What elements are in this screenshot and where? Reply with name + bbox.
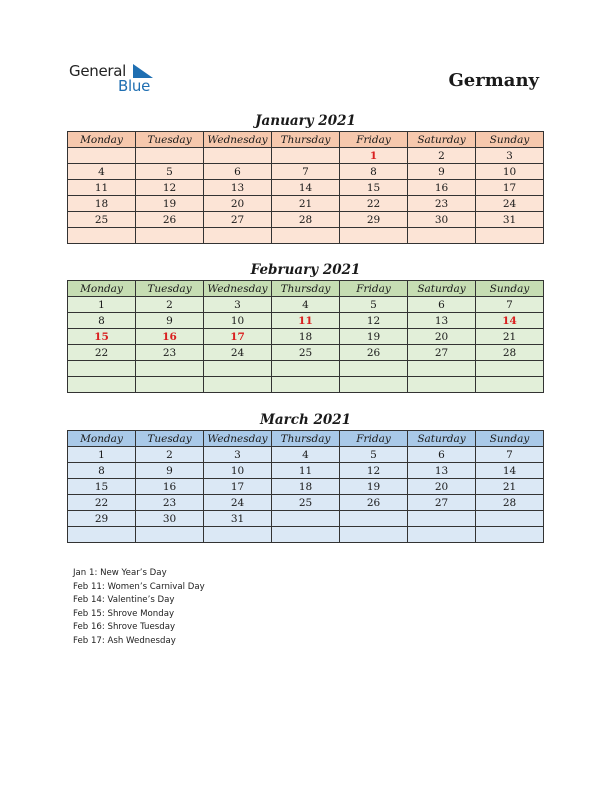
day-cell: 20 [204, 196, 272, 212]
week-row [68, 180, 544, 196]
day-cell [68, 361, 136, 377]
day-cell [204, 228, 272, 244]
day-cell: 25 [272, 495, 340, 511]
calendar-grid [67, 280, 544, 393]
day-cell: 13 [408, 313, 476, 329]
month-title: February 2021 [250, 262, 361, 278]
day-cell [272, 511, 340, 527]
day-cell: 16 [136, 479, 204, 495]
weekday-header: Thursday [272, 132, 340, 148]
weekday-header: Sunday [476, 132, 544, 148]
logo-triangle-icon [133, 64, 153, 78]
day-cell: 7 [476, 297, 544, 313]
day-cell [476, 527, 544, 543]
day-cell: 27 [204, 212, 272, 228]
day-cell [340, 228, 408, 244]
calendar-grid [67, 131, 544, 244]
day-cell: 26 [340, 495, 408, 511]
day-cell: 3 [476, 148, 544, 164]
day-cell: 14 [272, 180, 340, 196]
day-cell [476, 511, 544, 527]
day-cell: 28 [272, 212, 340, 228]
calendar-grid [67, 430, 544, 543]
day-cell: 11 [68, 180, 136, 196]
day-cell [408, 377, 476, 393]
day-cell [408, 361, 476, 377]
day-cell [272, 527, 340, 543]
week-row [68, 447, 544, 463]
month-january [67, 111, 544, 244]
day-cell: 27 [408, 495, 476, 511]
weekday-header: Tuesday [136, 281, 204, 297]
day-cell: 6 [408, 297, 476, 313]
day-cell [204, 361, 272, 377]
day-cell: 1 [68, 447, 136, 463]
day-cell [272, 377, 340, 393]
day-cell: 17 [204, 329, 272, 345]
holiday-notes [73, 567, 205, 649]
day-cell: 3 [204, 447, 272, 463]
day-cell: 21 [272, 196, 340, 212]
day-cell: 23 [136, 345, 204, 361]
day-cell: 21 [476, 479, 544, 495]
day-cell: 4 [68, 164, 136, 180]
day-cell: 18 [272, 479, 340, 495]
day-cell [136, 361, 204, 377]
day-cell: 20 [408, 329, 476, 345]
weekday-header: Saturday [408, 132, 476, 148]
day-cell: 2 [136, 297, 204, 313]
day-cell: 26 [340, 345, 408, 361]
day-cell: 3 [204, 297, 272, 313]
day-cell [272, 228, 340, 244]
day-cell: 19 [136, 196, 204, 212]
day-cell: 24 [204, 495, 272, 511]
day-cell [476, 228, 544, 244]
week-row [68, 361, 544, 377]
month-march [67, 410, 544, 543]
holiday-note: Feb 15: Shrove Monday [73, 608, 175, 619]
day-cell [68, 228, 136, 244]
day-cell [204, 377, 272, 393]
day-cell: 18 [272, 329, 340, 345]
day-cell: 6 [204, 164, 272, 180]
day-cell [204, 527, 272, 543]
day-cell: 17 [476, 180, 544, 196]
week-row [68, 148, 544, 164]
day-cell: 6 [408, 447, 476, 463]
weekday-header: Monday [68, 132, 136, 148]
weekday-header: Tuesday [136, 431, 204, 447]
week-row [68, 164, 544, 180]
week-row [68, 297, 544, 313]
day-cell: 25 [272, 345, 340, 361]
week-row [68, 212, 544, 228]
day-cell: 9 [408, 164, 476, 180]
day-cell: 24 [476, 196, 544, 212]
weekday-header: Friday [340, 431, 408, 447]
day-cell [136, 527, 204, 543]
day-cell: 29 [340, 212, 408, 228]
weekday-header: Wednesday [204, 431, 272, 447]
month-title: January 2021 [255, 113, 356, 129]
day-cell: 13 [408, 463, 476, 479]
day-cell: 12 [136, 180, 204, 196]
weekday-header-row [68, 132, 544, 148]
generalblue-logo [69, 60, 169, 96]
day-cell [340, 527, 408, 543]
weekday-header: Saturday [408, 281, 476, 297]
day-cell: 12 [340, 313, 408, 329]
country-title: Germany [448, 70, 539, 91]
day-cell: 10 [204, 463, 272, 479]
holiday-note: Feb 17: Ash Wednesday [73, 635, 176, 646]
day-cell: 20 [408, 479, 476, 495]
weekday-header: Friday [340, 132, 408, 148]
day-cell: 5 [136, 164, 204, 180]
month-february [67, 260, 544, 393]
day-cell: 23 [408, 196, 476, 212]
week-row [68, 377, 544, 393]
day-cell: 16 [136, 329, 204, 345]
day-cell: 21 [476, 329, 544, 345]
day-cell: 30 [408, 212, 476, 228]
day-cell: 11 [272, 463, 340, 479]
day-cell [272, 361, 340, 377]
day-cell: 13 [204, 180, 272, 196]
week-row [68, 196, 544, 212]
day-cell: 26 [136, 212, 204, 228]
day-cell: 2 [136, 447, 204, 463]
week-row [68, 228, 544, 244]
logo-text-blue: Blue [118, 77, 150, 95]
day-cell: 9 [136, 463, 204, 479]
day-cell: 29 [68, 511, 136, 527]
day-cell: 27 [408, 345, 476, 361]
weekday-header: Sunday [476, 431, 544, 447]
weekday-header: Thursday [272, 431, 340, 447]
day-cell: 24 [204, 345, 272, 361]
day-cell: 22 [68, 345, 136, 361]
day-cell [408, 511, 476, 527]
holiday-note: Feb 14: Valentine’s Day [73, 595, 175, 606]
day-cell [340, 361, 408, 377]
day-cell: 7 [272, 164, 340, 180]
weekday-header: Monday [68, 281, 136, 297]
day-cell: 14 [476, 463, 544, 479]
day-cell: 23 [136, 495, 204, 511]
day-cell [272, 148, 340, 164]
week-row [68, 463, 544, 479]
weekday-header: Monday [68, 431, 136, 447]
week-row [68, 329, 544, 345]
day-cell [476, 377, 544, 393]
day-cell [136, 228, 204, 244]
day-cell: 9 [136, 313, 204, 329]
day-cell: 8 [68, 313, 136, 329]
day-cell: 12 [340, 463, 408, 479]
week-row [68, 345, 544, 361]
weekday-header-row [68, 281, 544, 297]
weekday-header: Sunday [476, 281, 544, 297]
weekday-header: Saturday [408, 431, 476, 447]
day-cell [408, 228, 476, 244]
day-cell [340, 511, 408, 527]
day-cell [68, 377, 136, 393]
day-cell: 4 [272, 447, 340, 463]
day-cell: 2 [408, 148, 476, 164]
day-cell: 28 [476, 495, 544, 511]
weekday-header: Friday [340, 281, 408, 297]
weekday-header: Wednesday [204, 281, 272, 297]
weekday-header: Tuesday [136, 132, 204, 148]
day-cell [136, 148, 204, 164]
week-row [68, 313, 544, 329]
day-cell: 10 [476, 164, 544, 180]
day-cell: 1 [340, 148, 408, 164]
day-cell: 15 [340, 180, 408, 196]
day-cell: 17 [204, 479, 272, 495]
weekday-header: Wednesday [204, 132, 272, 148]
week-row [68, 527, 544, 543]
day-cell: 16 [408, 180, 476, 196]
day-cell [68, 527, 136, 543]
day-cell: 30 [136, 511, 204, 527]
day-cell: 1 [68, 297, 136, 313]
week-row [68, 511, 544, 527]
month-title: March 2021 [259, 412, 352, 428]
day-cell: 8 [68, 463, 136, 479]
day-cell: 19 [340, 329, 408, 345]
day-cell [68, 148, 136, 164]
holiday-note: Jan 1: New Year’s Day [73, 568, 167, 578]
day-cell: 15 [68, 479, 136, 495]
day-cell: 8 [340, 164, 408, 180]
day-cell: 5 [340, 297, 408, 313]
weekday-header: Thursday [272, 281, 340, 297]
logo-text-general: General [69, 62, 127, 80]
day-cell [204, 148, 272, 164]
day-cell [476, 361, 544, 377]
day-cell: 22 [68, 495, 136, 511]
day-cell: 25 [68, 212, 136, 228]
day-cell: 18 [68, 196, 136, 212]
day-cell: 19 [340, 479, 408, 495]
day-cell: 7 [476, 447, 544, 463]
day-cell: 4 [272, 297, 340, 313]
week-row [68, 479, 544, 495]
day-cell: 15 [68, 329, 136, 345]
day-cell: 5 [340, 447, 408, 463]
day-cell: 11 [272, 313, 340, 329]
day-cell [340, 377, 408, 393]
day-cell: 31 [476, 212, 544, 228]
day-cell [136, 377, 204, 393]
day-cell: 10 [204, 313, 272, 329]
day-cell: 28 [476, 345, 544, 361]
holiday-note: Feb 11: Women’s Carnival Day [73, 581, 205, 592]
holiday-note: Feb 16: Shrove Tuesday [73, 622, 176, 633]
week-row [68, 495, 544, 511]
day-cell [408, 527, 476, 543]
day-cell: 31 [204, 511, 272, 527]
day-cell: 22 [340, 196, 408, 212]
day-cell: 14 [476, 313, 544, 329]
weekday-header-row [68, 431, 544, 447]
